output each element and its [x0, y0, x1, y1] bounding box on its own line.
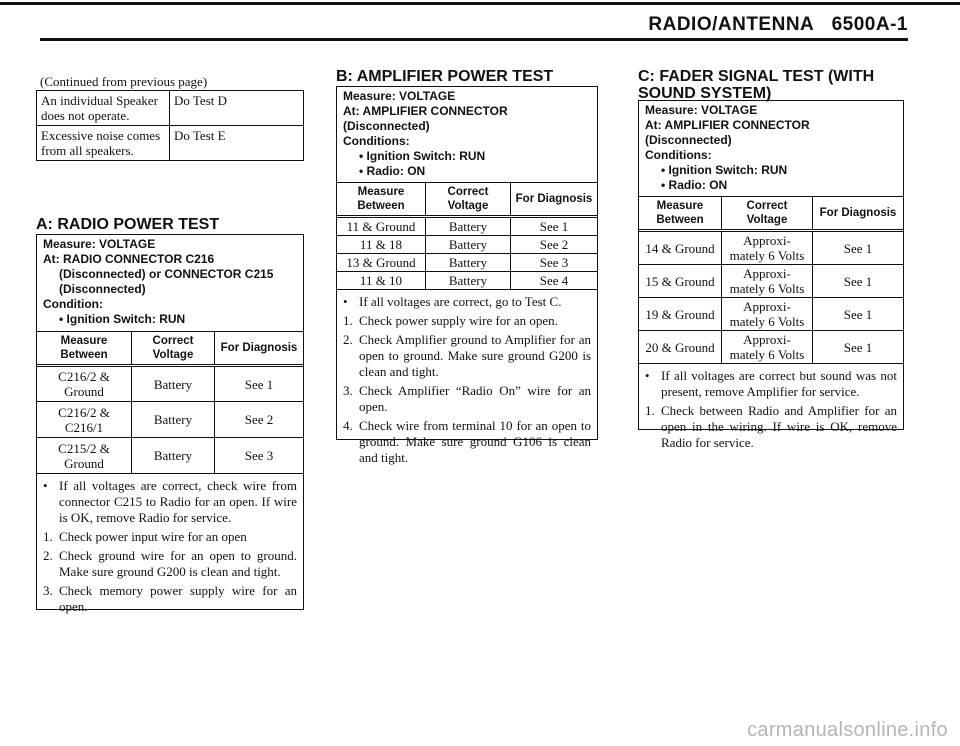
measure-cell: 11 & 10	[337, 272, 426, 290]
test-a-notes	[37, 474, 303, 620]
col-header: Correct Voltage	[426, 183, 511, 217]
meta-line: Conditions:	[645, 148, 712, 162]
table-row	[639, 231, 903, 265]
meta-line: Measure: VOLTAGE	[43, 237, 156, 251]
measure-cell: C216/2 & Ground	[37, 366, 132, 402]
meta-line: At: AMPLIFIER CONNECTOR (Disconnected)	[343, 104, 508, 133]
table-row	[639, 331, 903, 364]
meta-line: Measure: VOLTAGE	[645, 103, 758, 117]
diagnosis-cell: See 3	[511, 254, 598, 272]
meta-line: Condition:	[43, 297, 103, 311]
diagnosis-cell: See 2	[215, 402, 304, 438]
measure-cell: C216/2 & C216/1	[37, 402, 132, 438]
page-header	[648, 14, 908, 36]
voltage-cell: Approxi- mately 6 Volts	[722, 298, 813, 331]
table-row	[37, 91, 304, 126]
note-item: 1. Check power supply wire for an open.	[343, 313, 558, 328]
col-header: Correct Voltage	[722, 197, 813, 231]
diagnosis-cell: See 1	[511, 217, 598, 236]
voltage-cell: Battery	[426, 217, 511, 236]
test-b-notes	[337, 290, 597, 471]
voltage-cell: Approxi- mately 6 Volts	[722, 231, 813, 265]
col-header: Correct Voltage	[132, 332, 215, 366]
test-b-box	[336, 86, 598, 465]
note-item: 3. Check memory power supply wire for an open.	[43, 583, 297, 614]
table-row	[337, 217, 597, 236]
test-a-table	[37, 331, 303, 474]
note-item: 1. Check power input wire for an open	[43, 529, 247, 544]
table-row	[37, 402, 303, 438]
continued-caption: (Continued from previous page)	[40, 74, 208, 89]
note-item: 4. Check wire from terminal 10 for an open to ground. Make sure ground G106 is clean and tight.	[343, 418, 591, 465]
diagnosis-cell: See 1	[215, 366, 304, 402]
note-item: • If all voltages are correct, check wire from connector C215 to Radio for an open. If wire is OK, remove Radio for service.	[43, 478, 297, 525]
table-row	[639, 265, 903, 298]
table-row	[337, 236, 597, 254]
test-c-box	[638, 100, 904, 450]
meta-line: Measure: VOLTAGE	[343, 89, 456, 103]
test-a-conditions	[37, 235, 303, 327]
col-header: Measure Between	[639, 197, 722, 231]
voltage-cell: Battery	[132, 438, 215, 474]
col-header: For Diagnosis	[511, 183, 598, 217]
note-item: 3. Check Amplifier “Radio On” wire for an open.	[343, 383, 591, 414]
table-row	[337, 272, 597, 290]
diagnosis-cell: See 1	[813, 265, 904, 298]
meta-line: (Disconnected)	[59, 282, 146, 296]
meta-line: At: RADIO CONNECTOR C216	[43, 252, 215, 266]
diagnosis-cell: See 2	[511, 236, 598, 254]
voltage-cell: Approxi- mately 6 Volts	[722, 265, 813, 298]
top-border-rule	[0, 2, 960, 5]
meta-line: (Disconnected) or CONNECTOR C215	[59, 267, 274, 281]
test-c-notes	[639, 364, 903, 456]
measure-cell: 20 & Ground	[639, 331, 722, 364]
note-item: 2. Check Amplifier ground to Amplifier for an open to ground. Make sure ground G200 is clean and tight.	[343, 332, 591, 379]
col-header: Measure Between	[337, 183, 426, 217]
col-header: Measure Between	[37, 332, 132, 366]
col-header: For Diagnosis	[813, 197, 904, 231]
measure-cell: 19 & Ground	[639, 298, 722, 331]
diagnosis-cell: See 1	[813, 231, 904, 265]
note-item: • If all voltages are correct, go to Test C.	[343, 294, 562, 309]
meta-line: • Ignition Switch: RUN	[59, 312, 186, 326]
header-code: 6500A-1	[831, 14, 908, 35]
table-row	[37, 126, 304, 161]
table-row	[37, 438, 303, 474]
meta-line: • Ignition Switch: RUN	[359, 149, 486, 163]
voltage-cell: Battery	[426, 272, 511, 290]
voltage-cell: Battery	[426, 236, 511, 254]
watermark: carmanualsonline.info	[747, 719, 948, 741]
table-row	[37, 366, 303, 402]
note-item: 1. Check between Radio and Amplifier for an open in the wiring. If wire is OK, remove Radio for service.	[645, 403, 897, 450]
measure-cell: 13 & Ground	[337, 254, 426, 272]
measure-cell: 11 & Ground	[337, 217, 426, 236]
header-rule	[40, 38, 908, 41]
measure-cell: 11 & 18	[337, 236, 426, 254]
note-item: • If all voltages are correct but sound was not present, remove Amplifier for service.	[645, 368, 897, 399]
measure-cell: C215/2 & Ground	[37, 438, 132, 474]
diagnosis-cell: See 4	[511, 272, 598, 290]
test-c-conditions	[639, 101, 903, 193]
voltage-cell: Battery	[426, 254, 511, 272]
test-c-table	[639, 196, 903, 364]
meta-line: Conditions:	[343, 134, 410, 148]
voltage-cell: Approxi- mately 6 Volts	[722, 331, 813, 364]
diagnosis-cell: See 3	[215, 438, 304, 474]
test-b-conditions	[337, 87, 597, 179]
test-a-title: A: RADIO POWER TEST	[36, 216, 220, 233]
table-row	[639, 298, 903, 331]
measure-cell: 15 & Ground	[639, 265, 722, 298]
header-title: RADIO/ANTENNA	[648, 14, 815, 35]
diagnosis-cell: See 1	[813, 331, 904, 364]
note-item: 2. Check ground wire for an open to ground. Make sure ground G200 is clean and tight.	[43, 548, 297, 579]
voltage-cell: Battery	[132, 402, 215, 438]
measure-cell: 14 & Ground	[639, 231, 722, 265]
symptom-cell: An individual Speaker does not operate.	[37, 91, 170, 126]
action-cell: Do Test E	[170, 126, 304, 161]
voltage-cell: Battery	[132, 366, 215, 402]
action-cell: Do Test D	[170, 91, 304, 126]
test-a-box	[36, 234, 304, 614]
test-b-table	[337, 182, 597, 290]
meta-line: • Ignition Switch: RUN	[661, 163, 788, 177]
table-row	[337, 254, 597, 272]
meta-line: At: AMPLIFIER CONNECTOR (Disconnected)	[645, 118, 810, 147]
meta-line: • Radio: ON	[661, 178, 728, 192]
meta-line: • Radio: ON	[359, 164, 426, 178]
col-header: For Diagnosis	[215, 332, 304, 366]
test-c-title: C: FADER SIGNAL TEST (WITH SOUND SYSTEM)	[638, 68, 875, 102]
continued-table	[36, 90, 304, 161]
symptom-cell: Excessive noise comes from all speakers.	[37, 126, 170, 161]
diagnosis-cell: See 1	[813, 298, 904, 331]
test-b-title: B: AMPLIFIER POWER TEST	[336, 68, 554, 85]
